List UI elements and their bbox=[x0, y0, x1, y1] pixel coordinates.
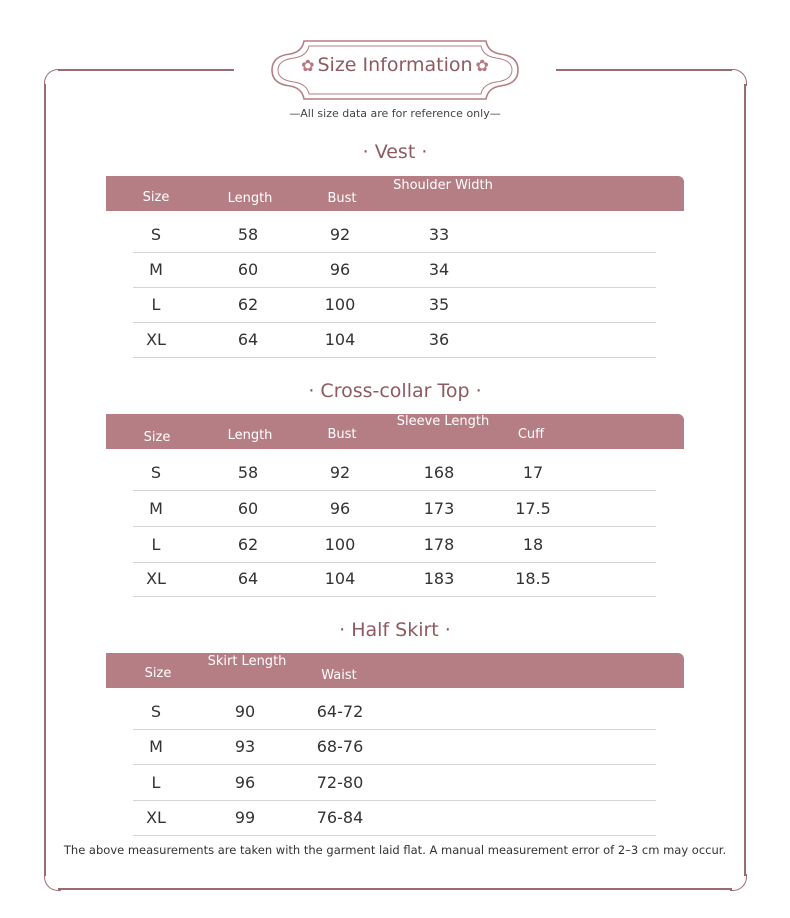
table-cell: XL bbox=[146, 808, 166, 827]
table-cell: 96 bbox=[329, 260, 351, 279]
column-header: Size bbox=[142, 190, 170, 205]
column-header: Skirt Length bbox=[207, 654, 287, 669]
section-title-half-skirt: · Half Skirt · bbox=[339, 619, 451, 641]
table-row bbox=[133, 455, 656, 491]
column-header: Length bbox=[227, 191, 273, 206]
table-cell: S bbox=[150, 702, 162, 721]
table-cell: M bbox=[149, 499, 163, 518]
table-cell: 168 bbox=[423, 463, 455, 482]
table-cell: 17 bbox=[522, 463, 544, 482]
table-cell: 72-80 bbox=[316, 773, 364, 792]
table-cell: 64 bbox=[237, 330, 259, 349]
flower-icon: ✿ bbox=[475, 56, 489, 75]
table-row bbox=[133, 729, 656, 765]
frame-left bbox=[44, 84, 46, 876]
table-cell: 18.5 bbox=[515, 569, 551, 588]
table-cell: 100 bbox=[324, 535, 356, 554]
table-cell: 18 bbox=[522, 535, 544, 554]
table-cell: 60 bbox=[237, 499, 259, 518]
table-cell: L bbox=[151, 295, 161, 314]
table-cell: 104 bbox=[324, 330, 356, 349]
table-row bbox=[133, 765, 656, 801]
flower-icon: ✿ bbox=[301, 56, 315, 75]
table-cell: 64-72 bbox=[316, 702, 364, 721]
column-header: Cuff bbox=[517, 427, 545, 442]
table-cell: 92 bbox=[329, 463, 351, 482]
table-cell: 183 bbox=[423, 569, 455, 588]
table-row bbox=[133, 217, 656, 253]
table-cell: 68-76 bbox=[316, 737, 364, 756]
table-header-half-skirt bbox=[106, 653, 684, 688]
table-cell: M bbox=[149, 260, 163, 279]
table-cell: 92 bbox=[329, 225, 351, 244]
table-row bbox=[133, 491, 656, 527]
table-row bbox=[133, 561, 656, 597]
table-cell: L bbox=[151, 773, 161, 792]
column-header: Waist bbox=[321, 668, 357, 683]
table-header-vest bbox=[106, 176, 684, 211]
column-header: Size bbox=[143, 430, 171, 445]
table-row bbox=[133, 322, 656, 358]
table-row bbox=[133, 287, 656, 323]
measurement-footnote: The above measurements are taken with the garment laid flat. A manual measurement error of 2–3 cm may occur. bbox=[63, 843, 727, 857]
column-header: Bust bbox=[327, 191, 357, 206]
table-header-cross-collar-top bbox=[106, 414, 684, 449]
frame-right bbox=[744, 84, 746, 876]
table-row bbox=[133, 527, 656, 563]
page-title bbox=[0, 52, 790, 79]
column-header: Shoulder Width bbox=[393, 178, 493, 193]
table-cell: M bbox=[149, 737, 163, 756]
table-cell: 64 bbox=[237, 569, 259, 588]
table-cell: 17.5 bbox=[515, 499, 551, 518]
table-cell: 100 bbox=[324, 295, 356, 314]
table-cell: 62 bbox=[237, 295, 259, 314]
table-cell: 36 bbox=[428, 330, 450, 349]
section-title-cross-collar-top: · Cross-collar Top · bbox=[308, 380, 482, 402]
table-cell: 93 bbox=[234, 737, 256, 756]
frame-corner-bottom-right bbox=[730, 874, 747, 891]
table-cell: 99 bbox=[234, 808, 256, 827]
table-cell: XL bbox=[146, 569, 166, 588]
table-cell: 35 bbox=[428, 295, 450, 314]
column-header: Size bbox=[144, 666, 172, 681]
table-cell: 96 bbox=[329, 499, 351, 518]
table-row bbox=[133, 252, 656, 288]
page-subtitle: —All size data are for reference only— bbox=[289, 107, 501, 120]
table-cell: L bbox=[151, 535, 161, 554]
section-title-vest: · Vest · bbox=[362, 141, 428, 163]
table-row bbox=[133, 800, 656, 836]
table-cell: S bbox=[150, 463, 162, 482]
column-header: Sleeve Length bbox=[396, 414, 490, 429]
table-cell: 58 bbox=[237, 463, 259, 482]
page-title-text: Size Information bbox=[317, 54, 473, 76]
table-cell: 178 bbox=[423, 535, 455, 554]
table-cell: 60 bbox=[237, 260, 259, 279]
table-cell: 58 bbox=[237, 225, 259, 244]
frame-bottom bbox=[58, 888, 732, 890]
table-cell: S bbox=[150, 225, 162, 244]
table-cell: 173 bbox=[423, 499, 455, 518]
table-cell: 104 bbox=[324, 569, 356, 588]
table-cell: 62 bbox=[237, 535, 259, 554]
table-cell: 90 bbox=[234, 702, 256, 721]
table-cell: 96 bbox=[234, 773, 256, 792]
column-header: Bust bbox=[327, 427, 357, 442]
table-cell: 76-84 bbox=[316, 808, 364, 827]
table-cell: 34 bbox=[428, 260, 450, 279]
table-cell: XL bbox=[146, 330, 166, 349]
table-cell: 33 bbox=[428, 225, 450, 244]
column-header: Length bbox=[227, 428, 273, 443]
table-row bbox=[133, 694, 656, 730]
